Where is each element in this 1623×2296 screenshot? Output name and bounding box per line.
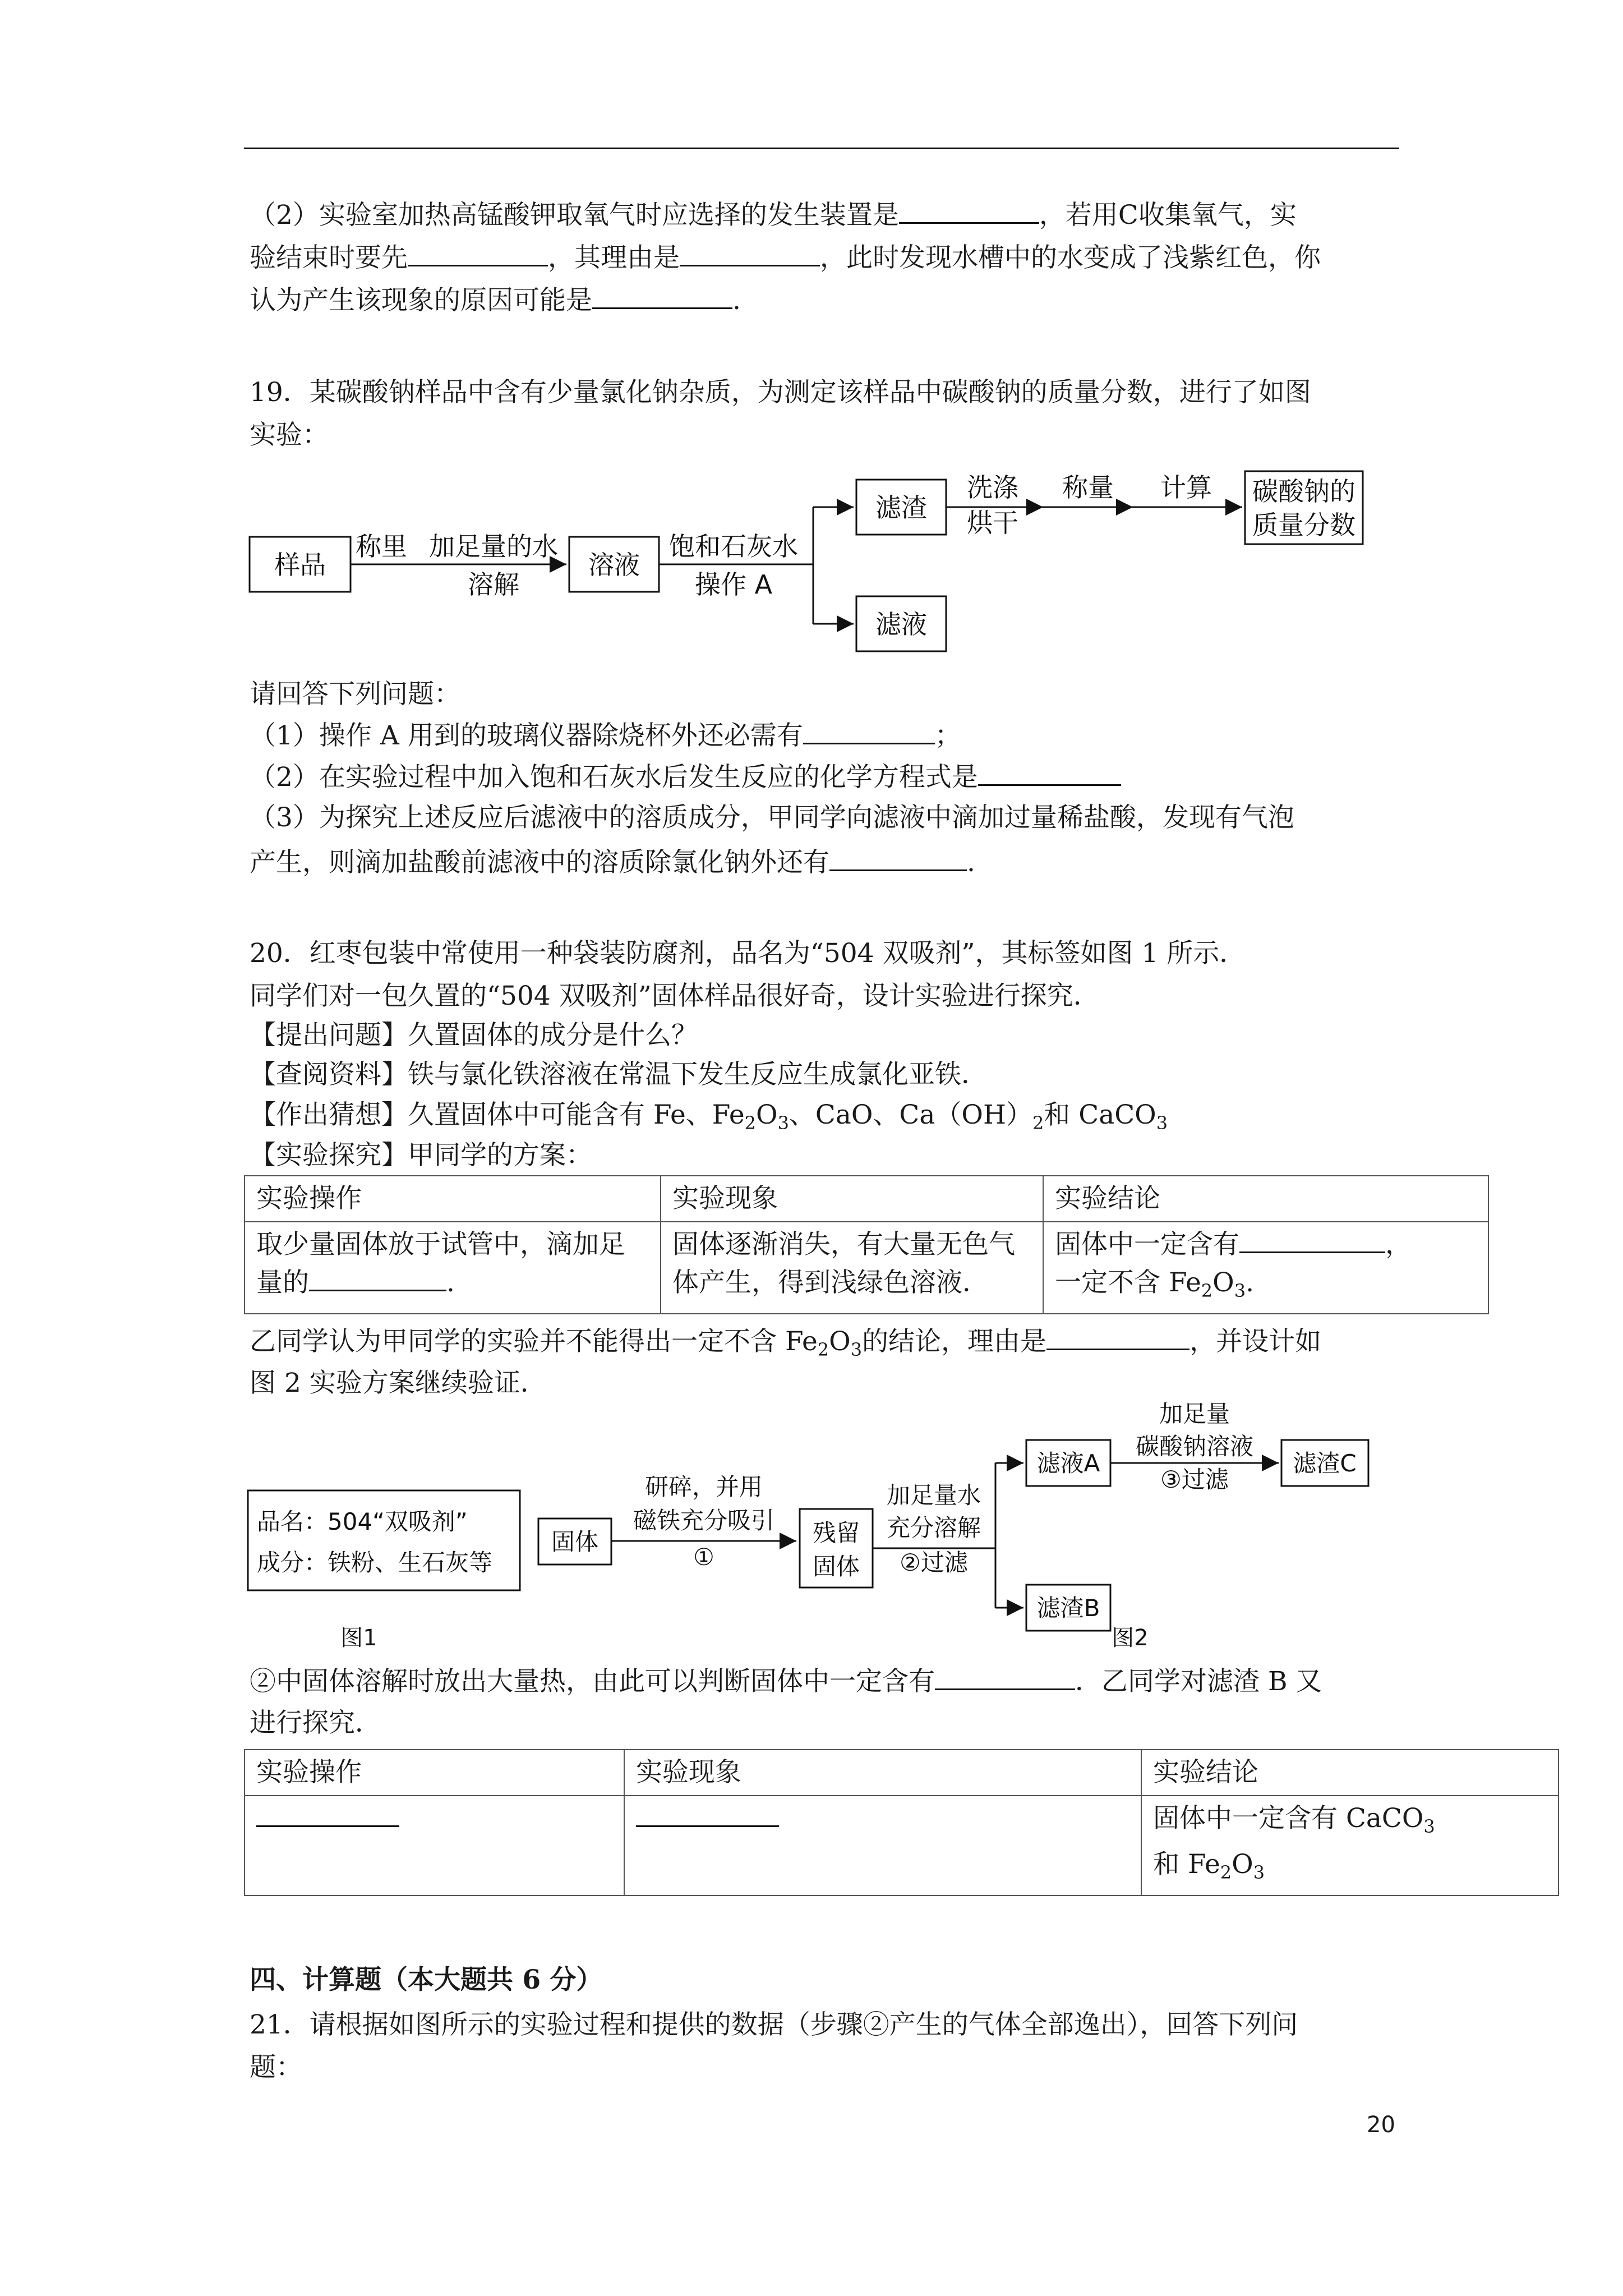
q20-line-7: 乙同学认为甲同学的实验并不能得出一定不含 $Fe_2O_3$的结论，理由是 ，并设计如 <box>250 1324 1321 1366</box>
solution-label: 溶液 <box>588 550 640 580</box>
header-conclusion: 实验结论 <box>1141 1750 1559 1796</box>
q20-figures <box>241 1400 1419 1663</box>
q20-line-3: 【提出问题】久置固体的成分是什么？ <box>250 1020 698 1051</box>
q20-line-2: 同学们对一包久置的“504 双吸剂”固体样品很好奇，设计实验进行探究． <box>250 981 1100 1011</box>
operation-cell: 取少量固体放于试管中，滴加足 量的 . <box>245 1222 661 1314</box>
q19-part-3a: （3）为探究上述反应后滤液中的溶质成分，甲同学向滤液中滴加过量稀盐酸，发现有气泡 <box>250 802 1294 833</box>
answer-blank[interactable] <box>978 760 1121 786</box>
answer-blank[interactable] <box>592 283 732 309</box>
residual-label-2: 固体 <box>812 1553 860 1580</box>
table-header-row <box>245 1176 1488 1222</box>
limewater-label: 饱和石灰水 <box>669 531 798 562</box>
product-composition: 成分：铁粉、生石灰等 <box>257 1549 493 1576</box>
phenomenon-cell: 固体逐渐消失，有大量无色气 体产生，得到浅绿色溶液． <box>661 1222 1043 1314</box>
q19-part-1: （1）操作 A 用到的玻璃仪器除烧杯外还必需有 ； <box>250 718 961 753</box>
header-phenomenon: 实验现象 <box>661 1176 1043 1222</box>
q20-line-9: ②中固体溶解时放出大量热，由此可以判断固体中一定含有 ．乙同学对滤渣 B 又 <box>250 1664 1322 1699</box>
table-row <box>245 1796 1559 1895</box>
header-phenomenon: 实验现象 <box>624 1750 1141 1796</box>
step1-label-a: 研碎，并用 <box>644 1473 763 1501</box>
residue-label: 滤渣 <box>875 493 927 523</box>
answer-blank[interactable] <box>408 240 548 266</box>
dissolve-label: 溶解 <box>468 569 519 600</box>
filtrate-a-label: 滤液A <box>1036 1450 1100 1477</box>
operation-a-label: 操作 A <box>694 569 773 600</box>
answer-blank[interactable] <box>309 1265 446 1291</box>
answer-blank[interactable] <box>899 197 1039 224</box>
q19-part-3b: 产生，则滴加盐酸前滤液中的溶质除氯化钠外还有 . <box>250 845 975 880</box>
q19-intro-2: 实验： <box>250 420 329 450</box>
q18-line-1: （2）实验室加热高锰酸钾取氧气时应选择的发生装置是 ，若用C收集氧气，实 <box>250 197 1297 232</box>
q19-prompt: 请回答下列问题： <box>250 679 460 710</box>
q20-line-6: 【实验探究】甲同学的方案： <box>250 1140 592 1171</box>
table-row <box>245 1222 1488 1314</box>
conclusion-cell: 固体中一定含有 CaCO$_3$ 和 $Fe_2O_3$ <box>1141 1796 1559 1895</box>
wash-label: 洗涤 <box>967 472 1018 503</box>
result-label-1: 碳酸钠的 <box>1252 476 1355 507</box>
step2-label-b: 充分溶解 <box>886 1514 981 1542</box>
figure-1-caption: 图1 <box>340 1625 377 1651</box>
experiment-table-2 <box>244 1749 1559 1896</box>
solid-label: 固体 <box>551 1528 599 1556</box>
table-header-row <box>245 1750 1559 1796</box>
q21-line-2: 题： <box>250 2052 302 2083</box>
q20-line-5: 【作出猜想】久置固体中可能含有 Fe、$Fe_2O_3$、CaO、$Ca(OH)_2$和 CaCO$_3$ <box>250 1099 1168 1134</box>
step2-label-a: 加足量水 <box>886 1481 981 1509</box>
dry-label: 烘干 <box>967 508 1018 538</box>
filtrate-label: 滤液 <box>875 609 927 639</box>
residual-label-1: 残留 <box>812 1519 860 1547</box>
step2-label-c: ②过滤 <box>900 1549 968 1576</box>
operation-cell <box>245 1796 624 1895</box>
answer-blank[interactable] <box>680 240 820 266</box>
step1-label-c: ① <box>693 1543 714 1571</box>
experiment-table-1 <box>244 1175 1489 1314</box>
answer-blank[interactable] <box>256 1801 399 1827</box>
answer-blank[interactable] <box>803 718 935 744</box>
q21-line-1: 21．请根据如图所示的实验过程和提供的数据（步骤②产生的气体全部逸出），回答下列问 <box>250 2009 1298 2040</box>
result-label-2: 质量分数 <box>1252 510 1355 540</box>
header-rule <box>244 148 1399 149</box>
phenomenon-cell <box>624 1796 1141 1895</box>
residue-b-label: 滤渣B <box>1036 1594 1100 1622</box>
page-number: 20 <box>1367 2112 1395 2138</box>
calc-label: 计算 <box>1160 472 1212 503</box>
q19-intro-1: 19．某碳酸钠样品中含有少量氯化钠杂质，为测定该样品中碳酸钠的质量分数，进行了如图 <box>250 377 1311 408</box>
sample-label: 样品 <box>274 550 326 580</box>
q18-line-3: 认为产生该现象的原因可能是 . <box>250 283 741 318</box>
q20-line-1: 20．红枣包装中常使用一种袋装防腐剂，品名为“504 双吸剂”，其标签如图 1 所示． <box>250 938 1246 969</box>
header-conclusion: 实验结论 <box>1043 1176 1488 1222</box>
weigh-label: 称里 <box>356 531 407 562</box>
header-operation: 实验操作 <box>245 1176 661 1222</box>
add-water-label: 加足量的水 <box>429 531 558 562</box>
q19-flow-diagram <box>241 466 1385 668</box>
figure-2-caption: 图2 <box>1112 1625 1149 1651</box>
step1-label-b: 磁铁充分吸引 <box>633 1507 775 1534</box>
conclusion-cell: 固体中一定含有 ， 一定不含 $Fe_2O_3$. <box>1043 1222 1488 1314</box>
weigh2-label: 称量 <box>1062 472 1114 503</box>
answer-blank[interactable] <box>1239 1227 1385 1253</box>
q20-line-10: 进行探究． <box>250 1708 381 1738</box>
product-name: 品名：504“双吸剂” <box>257 1508 468 1535</box>
q20-line-4: 【查阅资料】铁与氯化铁溶液在常温下发生反应生成氯化亚铁． <box>250 1059 988 1090</box>
section-4-heading: 四、计算题（本大题共 6 分） <box>250 1964 603 1995</box>
answer-blank[interactable] <box>1046 1324 1189 1350</box>
q19-part-2: （2）在实验过程中加入饱和石灰水后发生反应的化学方程式是 <box>250 760 1121 794</box>
answer-blank[interactable] <box>935 1664 1075 1690</box>
answer-blank[interactable] <box>636 1801 779 1827</box>
step3-label-b: 碳酸钠溶液 <box>1135 1433 1254 1460</box>
header-operation: 实验操作 <box>245 1750 624 1796</box>
step3-label-a: 加足量 <box>1159 1400 1230 1428</box>
q18-line-2: 验结束时要先 ，其理由是 ，此时发现水槽中的水变成了浅紫红色，你 <box>250 240 1321 275</box>
q20-line-8: 图 2 实验方案继续验证． <box>250 1368 547 1398</box>
step3-label-c: ③过滤 <box>1160 1466 1229 1493</box>
answer-blank[interactable] <box>829 845 967 871</box>
residue-c-label: 滤渣C <box>1293 1450 1357 1477</box>
